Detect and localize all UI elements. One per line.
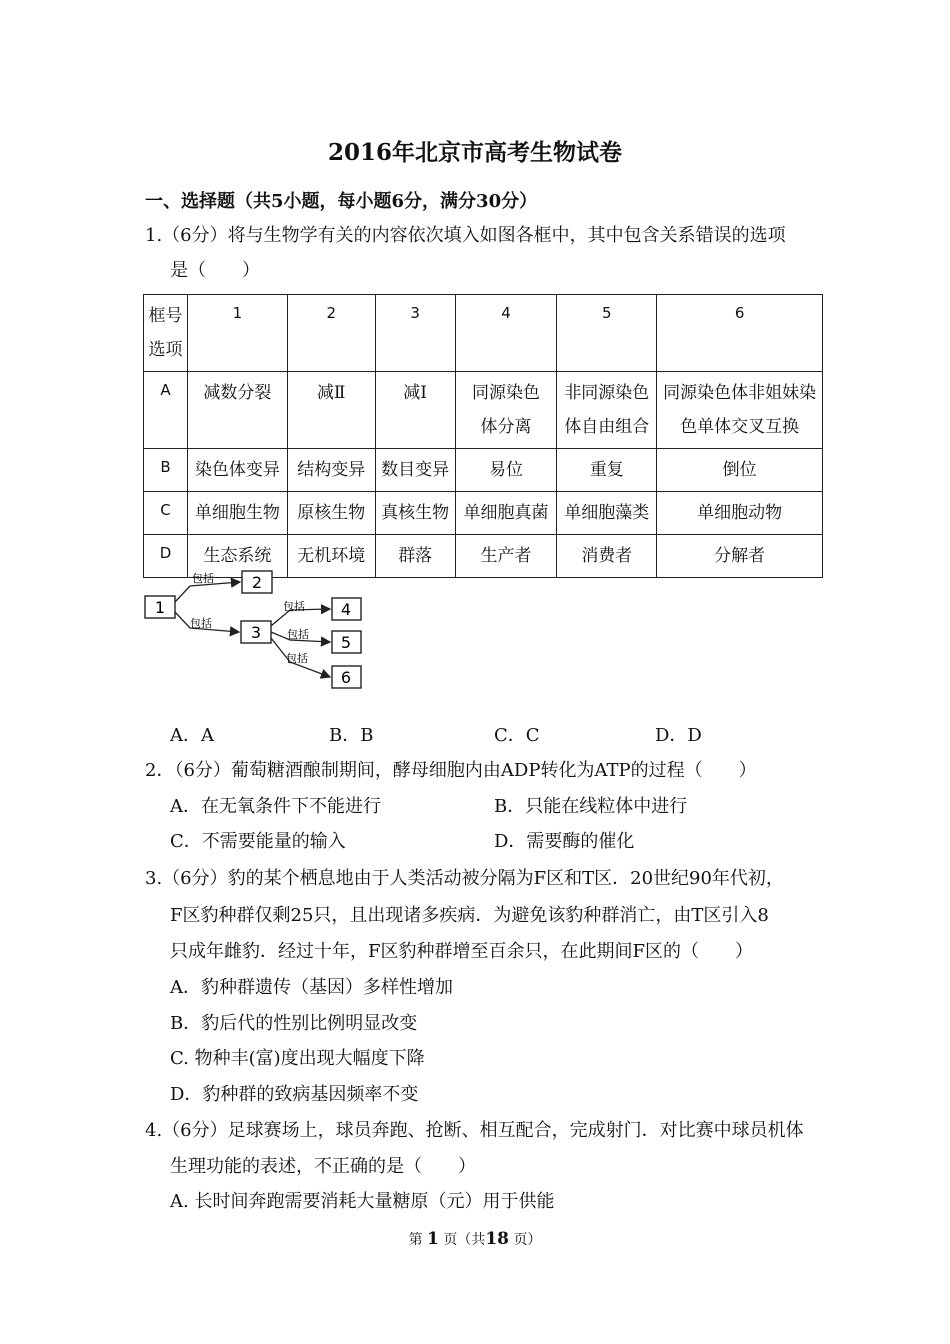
table-cell: 单细胞藻类 — [557, 492, 657, 535]
footer-total-pages: 18 — [485, 1229, 509, 1249]
page-footer — [0, 1229, 950, 1249]
corner-label-option: 选项 — [148, 340, 183, 360]
row-label: D — [144, 535, 188, 578]
q1-option-c[interactable]: C．C — [494, 725, 540, 746]
q3-stem-line3: 只成年雌豹．经过十年，F区豹种群增至百余只，在此期间F区的（ ） — [170, 941, 753, 962]
q1-stem-line1: 1.（6分）将与生物学有关的内容依次填入如图各框中，其中包含关系错误的选项 — [145, 225, 786, 246]
q1-option-b[interactable]: B．B — [329, 725, 374, 746]
inclusion-diagram — [140, 566, 375, 694]
header-cell: 6 — [657, 295, 823, 372]
table-cell: 减Ⅱ — [287, 372, 375, 449]
diagram-arrow — [175, 582, 240, 602]
q3-option-d[interactable]: D．豹种群的致病基因频率不变 — [170, 1084, 419, 1105]
edge-label: 包括 — [190, 617, 212, 630]
diagram-box-label: 1 — [154, 598, 166, 617]
edge-label: 包括 — [192, 572, 214, 585]
corner-label-box: 框号 — [148, 306, 183, 326]
section-heading: 一、选择题（共5小题，每小题6分，满分30分） — [145, 191, 538, 212]
row-label: A — [144, 372, 188, 449]
q4-stem-line2: 生理功能的表述，不正确的是（ ） — [170, 1156, 476, 1177]
table-cell: 群落 — [375, 535, 455, 578]
table-cell: 同源染色体非姐妹染色单体交叉互换 — [657, 372, 823, 449]
q4-stem-line1: 4.（6分）足球赛场上，球员奔跑、抢断、相互配合，完成射门．对比赛中球员机体 — [145, 1120, 804, 1141]
header-cell: 1 — [187, 295, 287, 372]
edge-label: 包括 — [283, 600, 305, 613]
table-corner-cell — [144, 295, 188, 372]
header-cell: 3 — [375, 295, 455, 372]
q2-option-a[interactable]: A．在无氧条件下不能进行 — [170, 796, 381, 817]
diagram-box-label: 2 — [251, 573, 263, 592]
table-cell: 同源染色体分离 — [455, 372, 557, 449]
diagram-box-label: 4 — [340, 600, 352, 619]
q1-option-d[interactable]: D．D — [655, 725, 702, 746]
edge-label: 包括 — [286, 652, 308, 665]
q1-stem-line2: 是（ ） — [170, 260, 260, 281]
table-cell: 真核生物 — [375, 492, 455, 535]
footer-page-number: 1 — [427, 1229, 439, 1249]
table-cell: 原核生物 — [287, 492, 375, 535]
table-cell: 倒位 — [657, 449, 823, 492]
q2-stem: 2．（6分）葡萄糖酒酿制期间，酵母细胞内由ADP转化为ATP的过程（ ） — [145, 760, 757, 781]
footer-prefix: 第 — [408, 1232, 423, 1248]
table-cell: 单细胞动物 — [657, 492, 823, 535]
q3-stem-line1: 3.（6分）豹的某个栖息地由于人类活动被分隔为F区和T区．20世纪90年代初， — [145, 868, 784, 889]
table-cell: 分解者 — [657, 535, 823, 578]
table-cell: 染色体变异 — [187, 449, 287, 492]
q4-option-a[interactable]: A. 长时间奔跑需要消耗大量糖原（元）用于供能 — [170, 1191, 555, 1212]
paper-title: 2016年北京市高考生物试卷 — [327, 139, 622, 166]
table-cell: 数目变异 — [375, 449, 455, 492]
table-header-row — [144, 295, 823, 372]
table-cell: 减数分裂 — [187, 372, 287, 449]
q1-option-a[interactable]: A．A — [170, 725, 214, 746]
q1-table — [143, 294, 823, 578]
q2-option-d[interactable]: D．需要酶的催化 — [494, 831, 635, 852]
diagram-box-label: 3 — [250, 623, 262, 642]
header-cell: 5 — [557, 295, 657, 372]
q3-option-b[interactable]: B．豹后代的性别比例明显改变 — [170, 1013, 418, 1034]
edge-label: 包括 — [287, 628, 309, 641]
table-cell: 重复 — [557, 449, 657, 492]
diagram-box-label: 6 — [340, 668, 352, 687]
table-cell: 生产者 — [455, 535, 557, 578]
table-row — [144, 372, 823, 449]
header-cell: 4 — [455, 295, 557, 372]
q2-option-b[interactable]: B．只能在线粒体中进行 — [494, 796, 688, 817]
table-cell: 减Ⅰ — [375, 372, 455, 449]
row-label: B — [144, 449, 188, 492]
q3-option-c[interactable]: C. 物种丰(富)度出现大幅度下降 — [170, 1048, 425, 1069]
table-cell: 结构变异 — [287, 449, 375, 492]
table-cell: 单细胞真菌 — [455, 492, 557, 535]
table-cell: 非同源染色体自由组合 — [557, 372, 657, 449]
table-cell: 无机环境 — [287, 535, 375, 578]
header-cell: 2 — [287, 295, 375, 372]
diagram-box-label: 5 — [340, 633, 352, 652]
q3-option-a[interactable]: A．豹种群遗传（基因）多样性增加 — [170, 977, 453, 998]
table-cell: 单细胞生物 — [187, 492, 287, 535]
footer-suffix: 页） — [513, 1232, 542, 1248]
table-row — [144, 492, 823, 535]
footer-middle: 页（共 — [443, 1232, 486, 1248]
table-row — [144, 449, 823, 492]
q2-option-c[interactable]: C．不需要能量的输入 — [170, 831, 346, 852]
row-label: C — [144, 492, 188, 535]
table-cell: 生态系统 — [187, 535, 287, 578]
table-cell: 消费者 — [557, 535, 657, 578]
table-cell: 易位 — [455, 449, 557, 492]
q3-stem-line2: F区豹种群仅剩25只，且出现诸多疾病．为避免该豹种群消亡，由T区引入8 — [170, 905, 769, 926]
